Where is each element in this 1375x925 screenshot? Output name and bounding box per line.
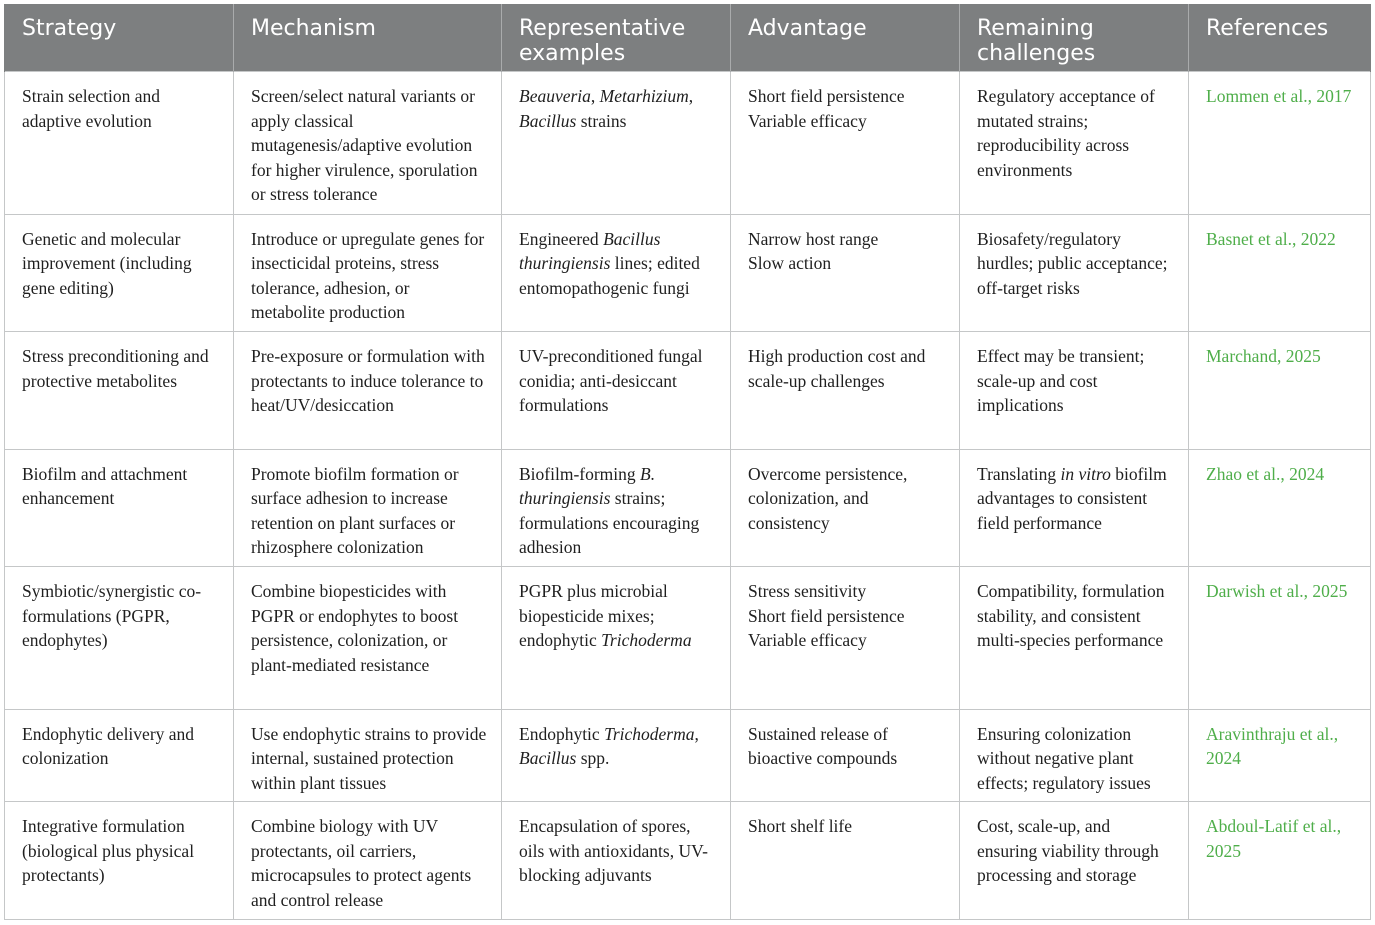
header-strategy: Strategy [5, 4, 234, 72]
cell-advantage: Narrow host range Slow action [731, 214, 960, 332]
cell-examples: Biofilm-forming B. thuringiensis strains; formulations encouraging adhesion [502, 449, 731, 567]
reference-link[interactable]: Basnet et al., 2022 [1189, 214, 1371, 332]
strategies-table [4, 4, 1371, 920]
cell-challenges: Biosafety/regulatory hurdles; public acceptance; off-target risks [960, 214, 1189, 332]
reference-link[interactable]: Aravinthraju et al., 2024 [1189, 709, 1371, 801]
cell-advantage: Overcome persistence, colonization, and consistency [731, 449, 960, 567]
cell-advantage: Stress sensitivity Short field persistence Variable efficacy [731, 567, 960, 710]
header-row [5, 4, 1371, 72]
table-row [5, 332, 1371, 450]
header-references: References [1189, 4, 1371, 72]
reference-link[interactable]: Abdoul-Latif et al., 2025 [1189, 802, 1371, 920]
header-advantage: Advantage [731, 4, 960, 72]
cell-strategy: Integrative formulation (biological plus physical protectants) [5, 802, 234, 920]
reference-link[interactable]: Zhao et al., 2024 [1189, 449, 1371, 567]
reference-link[interactable]: Lommen et al., 2017 [1189, 72, 1371, 215]
cell-mechanism: Combine biopesticides with PGPR or endophytes to boost persistence, colonization, or plant-mediated resistance [234, 567, 502, 710]
table-row [5, 214, 1371, 332]
header-examples: Representative examples [502, 4, 731, 72]
cell-challenges: Effect may be transient; scale-up and cost implications [960, 332, 1189, 450]
cell-advantage: High production cost and scale-up challenges [731, 332, 960, 450]
cell-challenges: Regulatory acceptance of mutated strains; reproducibility across environments [960, 72, 1189, 215]
cell-mechanism: Use endophytic strains to provide internal, sustained protection within plant tissues [234, 709, 502, 801]
cell-mechanism: Pre-exposure or formulation with protectants to induce tolerance to heat/UV/desiccation [234, 332, 502, 450]
table-row [5, 449, 1371, 567]
cell-mechanism: Screen/select natural variants or apply classical mutagenesis/adaptive evolution for higher virulence, sporulation or stress tolerance [234, 72, 502, 215]
cell-examples: PGPR plus microbial biopesticide mixes; endophytic Trichoderma [502, 567, 731, 710]
cell-mechanism: Combine biology with UV protectants, oil carriers, microcapsules to protect agents and control release [234, 802, 502, 920]
cell-challenges: Translating in vitro biofilm advantages to consistent field performance [960, 449, 1189, 567]
cell-examples: UV-preconditioned fungal conidia; anti-desiccant formulations [502, 332, 731, 450]
reference-link[interactable]: Darwish et al., 2025 [1189, 567, 1371, 710]
cell-examples: Beauveria, Metarhizium, Bacillus strains [502, 72, 731, 215]
header-mechanism: Mechanism [234, 4, 502, 72]
table-row [5, 72, 1371, 215]
table-row [5, 709, 1371, 801]
header-challenges: Remaining challenges [960, 4, 1189, 72]
cell-strategy: Biofilm and attachment enhancement [5, 449, 234, 567]
cell-examples: Engineered Bacillus thuringiensis lines; edited entomopathogenic fungi [502, 214, 731, 332]
cell-strategy: Stress preconditioning and protective metabolites [5, 332, 234, 450]
cell-challenges: Ensuring colonization without negative plant effects; regulatory issues [960, 709, 1189, 801]
cell-advantage: Short field persistence Variable efficacy [731, 72, 960, 215]
cell-strategy: Strain selection and adaptive evolution [5, 72, 234, 215]
cell-challenges: Cost, scale-up, and ensuring viability through processing and storage [960, 802, 1189, 920]
cell-examples: Encapsulation of spores, oils with antioxidants, UV-blocking adjuvants [502, 802, 731, 920]
cell-strategy: Endophytic delivery and colonization [5, 709, 234, 801]
cell-challenges: Compatibility, formulation stability, and consistent multi-species performance [960, 567, 1189, 710]
table-row [5, 802, 1371, 920]
cell-advantage: Short shelf life [731, 802, 960, 920]
cell-examples: Endophytic Trichoderma, Bacillus spp. [502, 709, 731, 801]
cell-strategy: Symbiotic/synergistic co-formulations (PGPR, endophytes) [5, 567, 234, 710]
cell-mechanism: Promote biofilm formation or surface adhesion to increase retention on plant surfaces or rhizosphere colonization [234, 449, 502, 567]
cell-strategy: Genetic and molecular improvement (including gene editing) [5, 214, 234, 332]
cell-mechanism: Introduce or upregulate genes for insecticidal proteins, stress tolerance, adhesion, or metabolite production [234, 214, 502, 332]
reference-link[interactable]: Marchand, 2025 [1189, 332, 1371, 450]
table-row [5, 567, 1371, 710]
cell-advantage: Sustained release of bioactive compounds [731, 709, 960, 801]
